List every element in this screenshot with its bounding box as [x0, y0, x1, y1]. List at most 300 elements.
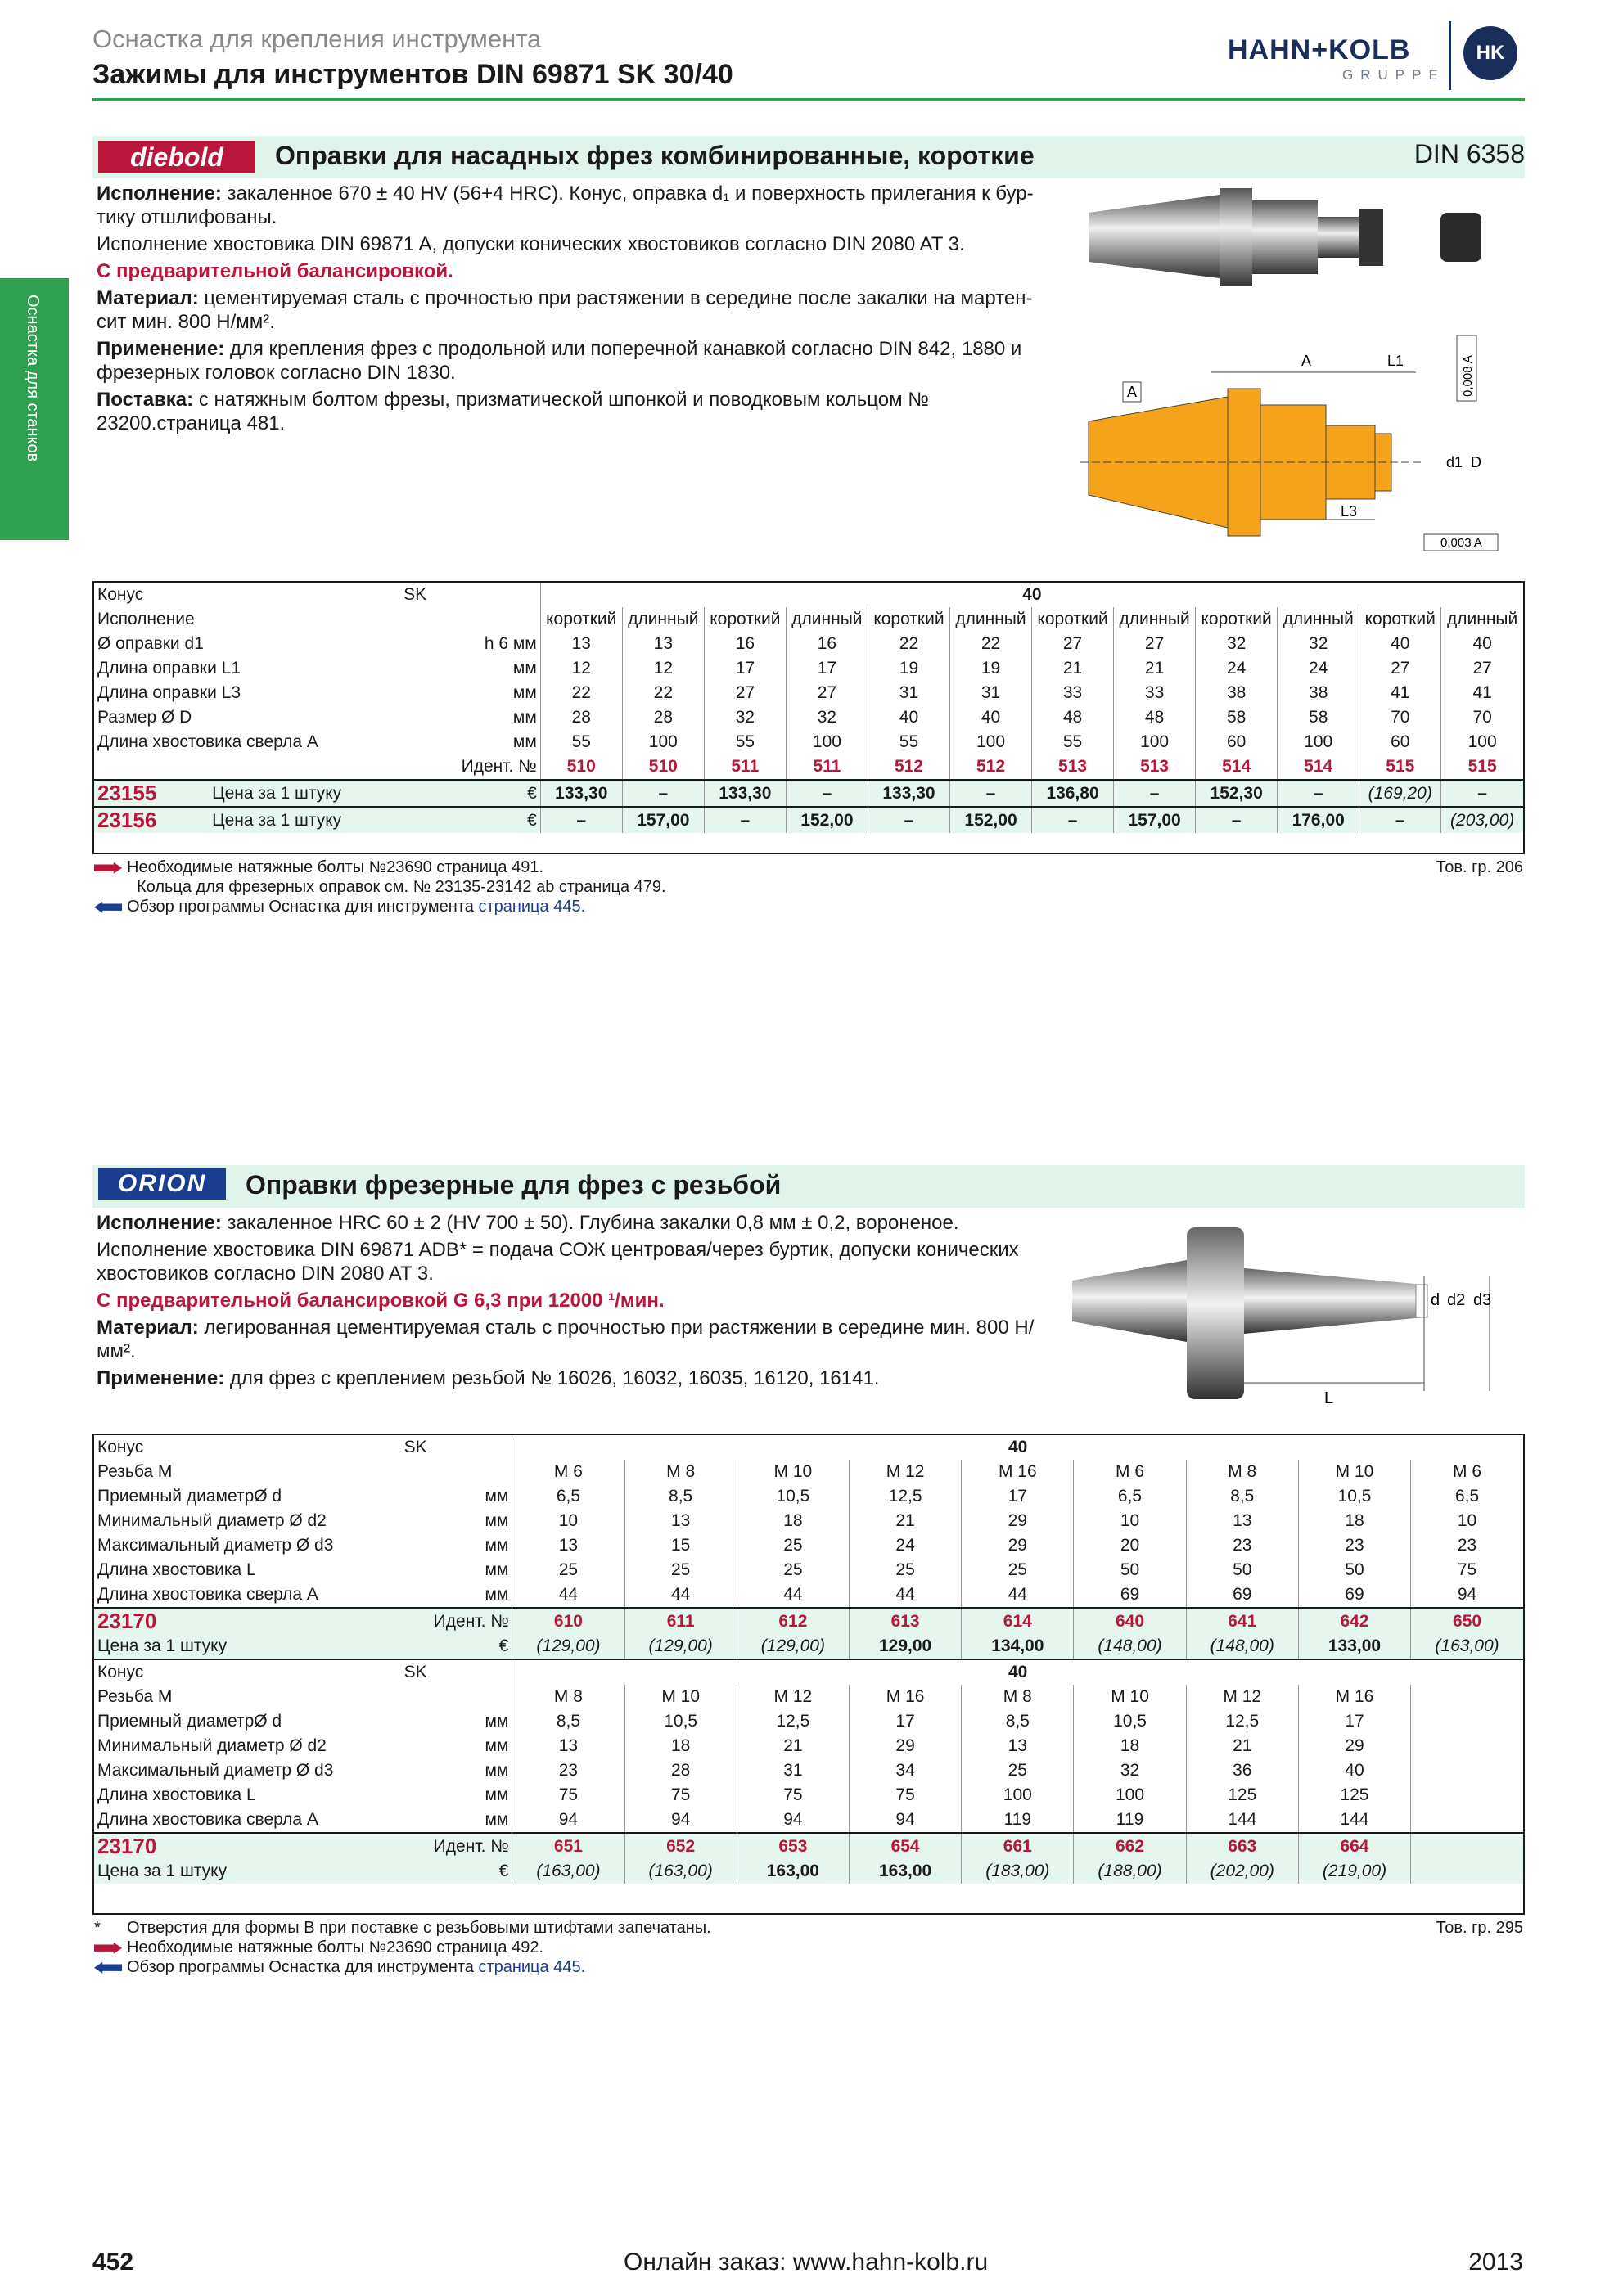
value-cell: 60 — [1359, 730, 1441, 754]
value-cell: 32 — [1278, 632, 1359, 656]
empty-cell — [1411, 1859, 1523, 1884]
value-cell: 32 — [704, 705, 786, 730]
variant-cell: длинный — [786, 607, 868, 632]
value-cell: 13 — [512, 1734, 624, 1758]
currency: € — [430, 780, 540, 807]
product-group-2: Тов. гр. 295 — [1436, 1919, 1523, 1937]
value-cell: 70 — [1441, 705, 1523, 730]
section1-notes — [94, 858, 666, 916]
arbor-photo — [1080, 180, 1539, 295]
price-cell: – — [949, 780, 1031, 807]
value-cell: 29 — [849, 1734, 961, 1758]
row-label: Длина хвостовика сверла A — [97, 1585, 318, 1604]
article-number: 23170 — [94, 1608, 209, 1634]
empty-cell — [1411, 1709, 1523, 1734]
empty-cell — [1411, 1734, 1523, 1758]
price-cell: (169,20) — [1359, 780, 1441, 807]
row-unit: мм — [485, 1487, 509, 1506]
cone-unit: SK — [209, 1659, 430, 1685]
price-cell: (183,00) — [962, 1859, 1074, 1884]
row-label: Минимальный диаметр Ø d2 — [97, 1736, 327, 1755]
value-cell: 10,5 — [624, 1709, 737, 1734]
value-cell: 27 — [704, 681, 786, 705]
price-cell: (202,00) — [1186, 1859, 1298, 1884]
table-row — [94, 1509, 1523, 1533]
empty-cell — [209, 1833, 430, 1859]
row-unit: мм — [485, 1560, 509, 1579]
variant-cell: длинный — [1278, 607, 1359, 632]
value-cell: 94 — [1411, 1582, 1523, 1608]
value-cell: 32 — [1196, 632, 1278, 656]
table-row — [94, 1634, 1523, 1659]
value-cell: 50 — [1074, 1558, 1186, 1582]
footnote-star: * — [94, 1919, 101, 1937]
price-cell: 157,00 — [622, 807, 704, 833]
side-tab — [0, 278, 69, 540]
value-cell: 40 — [1298, 1758, 1410, 1783]
table-row — [94, 1558, 1523, 1582]
row-unit: мм — [512, 683, 537, 702]
empty-cell — [430, 583, 540, 607]
value-cell: 21 — [1186, 1734, 1298, 1758]
variant-cell: длинный — [949, 607, 1031, 632]
section2-notes — [94, 1918, 711, 1977]
value-cell: 144 — [1186, 1808, 1298, 1833]
value-cell: 16 — [786, 632, 868, 656]
empty-cell — [431, 1659, 512, 1685]
price-cell: 133,30 — [540, 780, 622, 807]
value-cell: 40 — [868, 705, 949, 730]
value-cell: 6,5 — [1411, 1484, 1523, 1509]
price-cell: (148,00) — [1074, 1634, 1186, 1659]
ident-cell: 612 — [737, 1608, 849, 1634]
price-cell: (163,00) — [512, 1859, 624, 1884]
price-cell: 157,00 — [1114, 807, 1196, 833]
price-cell: 133,30 — [868, 780, 949, 807]
value-cell: 6,5 — [512, 1484, 624, 1509]
value-cell: 29 — [1298, 1734, 1410, 1758]
value-cell: 50 — [1186, 1558, 1298, 1582]
arrow-right-icon — [94, 862, 122, 874]
cone-value: 40 — [540, 583, 1523, 607]
row-unit: мм — [485, 1761, 509, 1780]
price-label: Цена за 1 штуку — [209, 780, 430, 807]
value-cell: 38 — [1278, 681, 1359, 705]
price-cell: (219,00) — [1298, 1859, 1410, 1884]
value-cell: 24 — [1196, 656, 1278, 681]
value-cell: 33 — [1032, 681, 1114, 705]
ident-cell: 662 — [1074, 1833, 1186, 1859]
value-cell: M 12 — [849, 1460, 961, 1484]
svg-text:A: A — [1127, 384, 1138, 400]
value-cell: 17 — [704, 656, 786, 681]
value-cell: 144 — [1298, 1808, 1410, 1833]
price-label: Цена за 1 штуку — [94, 1634, 431, 1659]
note-overview: Обзор программы Оснастка для инструмента — [127, 898, 479, 916]
value-cell: 70 — [1359, 705, 1441, 730]
ident-cell: 650 — [1411, 1608, 1523, 1634]
ident-cell: 515 — [1359, 754, 1441, 780]
table-row — [94, 807, 1523, 833]
value-cell: 44 — [512, 1582, 624, 1608]
empty-cell — [1411, 1685, 1523, 1709]
value-cell: 69 — [1186, 1582, 1298, 1608]
row-label: Длина оправки L3 — [97, 683, 241, 702]
value-cell: 10 — [512, 1509, 624, 1533]
desc-line: Исполнение: закаленное 670 ± 40 HV (56+4 HRC). Конус, оправка d₁ и поверхность прилегания к бур-тику отшлифованы. — [97, 182, 1034, 228]
empty-cell — [209, 1608, 430, 1634]
value-cell: 75 — [849, 1783, 961, 1808]
value-cell: 69 — [1298, 1582, 1410, 1608]
header-rule — [92, 98, 1525, 101]
row-unit — [431, 1460, 512, 1484]
note-overview: Обзор программы Оснастка для инструмента — [127, 1958, 479, 1976]
article-number: 23155 — [94, 780, 209, 807]
logo-divider — [1449, 21, 1451, 90]
overview-link[interactable]: страница 445. — [478, 1958, 586, 1976]
value-cell: 100 — [1278, 730, 1359, 754]
spec-table-2 — [94, 1435, 1523, 1884]
value-cell: M 16 — [1298, 1685, 1410, 1709]
ident-cell: 510 — [540, 754, 622, 780]
price-cell: (129,00) — [624, 1634, 737, 1659]
table-row — [94, 1783, 1523, 1808]
value-cell: 25 — [737, 1558, 849, 1582]
value-cell: M 10 — [737, 1460, 849, 1484]
variant-cell: длинный — [1114, 607, 1196, 632]
ident-cell: 512 — [868, 754, 949, 780]
row-unit: мм — [485, 1785, 509, 1804]
ident-cell: 640 — [1074, 1608, 1186, 1634]
value-cell: 23 — [1411, 1533, 1523, 1558]
row-unit: мм — [485, 1585, 509, 1604]
value-cell: M 6 — [512, 1460, 624, 1484]
price-cell: 163,00 — [737, 1859, 849, 1884]
value-cell: 100 — [962, 1783, 1074, 1808]
value-cell: M 8 — [1186, 1460, 1298, 1484]
value-cell: 22 — [868, 632, 949, 656]
value-cell: 75 — [624, 1783, 737, 1808]
ident-cell: 511 — [704, 754, 786, 780]
ident-cell: 613 — [849, 1608, 961, 1634]
ident-cell: 654 — [849, 1833, 961, 1859]
arrow-right-icon — [94, 1943, 122, 1954]
value-cell: 16 — [704, 632, 786, 656]
value-cell: 8,5 — [1186, 1484, 1298, 1509]
currency: € — [431, 1634, 512, 1659]
desc-line: Исполнение хвостовика DIN 69871 ADB* = подача СОЖ центровая/через буртик, допуски конических хвостовиков согласно DIN 2080 AT 3. — [97, 1239, 1019, 1285]
price-label: Цена за 1 штуку — [94, 1859, 431, 1884]
value-cell: 8,5 — [512, 1709, 624, 1734]
row-unit — [431, 1685, 512, 1709]
value-cell: 18 — [737, 1509, 849, 1533]
ident-cell: 610 — [512, 1608, 624, 1634]
variant-cell: короткий — [1359, 607, 1441, 632]
page-number: 452 — [92, 2249, 134, 2276]
value-cell: 23 — [1298, 1533, 1410, 1558]
value-cell: 75 — [1411, 1558, 1523, 1582]
value-cell: 100 — [622, 730, 704, 754]
value-cell: 44 — [962, 1582, 1074, 1608]
brand-diebold-logo: diebold — [98, 141, 255, 173]
price-cell: (129,00) — [512, 1634, 624, 1659]
table-row — [94, 1833, 1523, 1859]
value-cell: 25 — [737, 1533, 849, 1558]
value-cell: 23 — [1186, 1533, 1298, 1558]
note-bolts: Необходимые натяжные болты №23690 страница 491. — [127, 858, 543, 876]
row-label: Длина оправки L1 — [97, 659, 241, 678]
product-group-1: Тов. гр. 206 — [1436, 858, 1523, 876]
row-label: Ø оправки d1 — [97, 634, 204, 653]
price-cell: 133,00 — [1298, 1634, 1410, 1659]
value-cell: 13 — [1186, 1509, 1298, 1533]
variant-cell: короткий — [704, 607, 786, 632]
header-subtitle: Оснастка для крепления инструмента — [92, 25, 542, 53]
value-cell: 29 — [962, 1533, 1074, 1558]
ident-cell: 611 — [624, 1608, 737, 1634]
row-label: Резьба М — [97, 1687, 173, 1706]
price-cell: (163,00) — [624, 1859, 737, 1884]
price-cell: – — [1441, 780, 1523, 807]
value-cell: 94 — [849, 1808, 961, 1833]
row-unit: мм — [485, 1712, 509, 1731]
value-cell: 40 — [1441, 632, 1523, 656]
row-unit: мм — [485, 1810, 509, 1829]
ident-label: Идент. № — [431, 1833, 512, 1859]
desc-line: Исполнение: закаленное HRC 60 ± 2 (HV 700 ± 50). Глубина закалки 0,8 мм ± 0,2, вороненое. — [97, 1212, 959, 1234]
value-cell: 25 — [512, 1558, 624, 1582]
value-cell: M 6 — [1074, 1460, 1186, 1484]
price-cell: (188,00) — [1074, 1859, 1186, 1884]
value-cell: 41 — [1359, 681, 1441, 705]
value-cell: 48 — [1032, 705, 1114, 730]
price-cell: – — [1196, 807, 1278, 833]
value-cell: M 8 — [962, 1685, 1074, 1709]
value-cell: 13 — [622, 632, 704, 656]
value-cell: 36 — [1186, 1758, 1298, 1783]
table-row — [94, 1608, 1523, 1634]
table-row — [94, 1484, 1523, 1509]
value-cell: 100 — [1441, 730, 1523, 754]
page-title: Зажимы для инструментов DIN 69871 SK 30/40 — [92, 59, 733, 90]
value-cell: 119 — [1074, 1808, 1186, 1833]
variant-cell: короткий — [1032, 607, 1114, 632]
article-number: 23156 — [94, 807, 209, 833]
value-cell: 32 — [1074, 1758, 1186, 1783]
ident-label: Идент. № — [461, 757, 537, 776]
value-cell: M 6 — [1411, 1460, 1523, 1484]
price-cell: 152,00 — [949, 807, 1031, 833]
value-cell: M 8 — [624, 1460, 737, 1484]
table-row — [94, 754, 1523, 780]
svg-text:d2: d2 — [1447, 1291, 1466, 1309]
brand-logo-sub: GRUPPE — [1342, 67, 1445, 83]
price-cell: – — [1359, 807, 1441, 833]
svg-text:L1: L1 — [1387, 353, 1404, 369]
desc-line: Материал: легированная цементируемая сталь с прочностью при растяжении в середине мин. 800 Н/мм². — [97, 1317, 1035, 1362]
value-cell: 100 — [949, 730, 1031, 754]
table-row — [94, 1758, 1523, 1783]
arrow-left-icon — [94, 1962, 122, 1974]
table-row — [94, 780, 1523, 807]
table-row — [94, 1659, 1523, 1685]
value-cell: 18 — [1074, 1734, 1186, 1758]
variant-cell: короткий — [540, 607, 622, 632]
table-row — [94, 1685, 1523, 1709]
table-row — [94, 656, 1523, 681]
svg-text:L: L — [1324, 1389, 1334, 1407]
arrow-left-icon — [94, 902, 122, 913]
arbor-technical-drawing — [1080, 315, 1506, 552]
value-cell: 44 — [849, 1582, 961, 1608]
value-cell: 27 — [1114, 632, 1196, 656]
ident-cell: 651 — [512, 1833, 624, 1859]
value-cell: 100 — [1074, 1783, 1186, 1808]
value-cell: 94 — [737, 1808, 849, 1833]
value-cell: 10 — [1074, 1509, 1186, 1533]
row-unit: мм — [512, 732, 537, 751]
price-cell: – — [540, 807, 622, 833]
row-label: Размер Ø D — [97, 708, 192, 727]
value-cell: 18 — [624, 1734, 737, 1758]
currency: € — [430, 807, 540, 833]
value-cell: 125 — [1186, 1783, 1298, 1808]
row-unit: мм — [485, 1511, 509, 1530]
footer-online-order[interactable]: Онлайн заказ: www.hahn-kolb.ru — [624, 2249, 989, 2276]
section1-description — [97, 182, 1046, 439]
value-cell: 38 — [1196, 681, 1278, 705]
value-cell: M 16 — [849, 1685, 961, 1709]
value-cell: 6,5 — [1074, 1484, 1186, 1509]
value-cell: 31 — [868, 681, 949, 705]
value-cell: 8,5 — [624, 1484, 737, 1509]
row-label: Приемный диаметрØ d — [97, 1712, 282, 1731]
spec-table-1 — [94, 583, 1523, 833]
cone-unit: SK — [403, 585, 427, 604]
value-cell: 31 — [949, 681, 1031, 705]
table-row — [94, 1435, 1523, 1460]
price-cell: – — [1032, 807, 1114, 833]
value-cell: 10,5 — [737, 1484, 849, 1509]
value-cell: 12 — [622, 656, 704, 681]
value-cell: 94 — [512, 1808, 624, 1833]
value-cell: 17 — [1298, 1709, 1410, 1734]
value-cell: 31 — [737, 1758, 849, 1783]
value-cell: M 10 — [624, 1685, 737, 1709]
empty-cell — [1411, 1758, 1523, 1783]
row-unit: мм — [512, 708, 537, 727]
value-cell: 10,5 — [1298, 1484, 1410, 1509]
desc-line: Исполнение хвостовика DIN 69871 A, допуски конических хвостовиков согласно DIN 2080 AT 3. — [97, 233, 965, 255]
table-row — [94, 1808, 1523, 1833]
value-cell: 119 — [962, 1808, 1074, 1833]
row-label: Приемный диаметрØ d — [97, 1487, 282, 1506]
desc-line: С предварительной балансировкой. — [97, 260, 453, 282]
empty-cell — [1411, 1808, 1523, 1833]
variant-cell: короткий — [1196, 607, 1278, 632]
row-unit: h 6 мм — [484, 634, 537, 653]
value-cell: 50 — [1298, 1558, 1410, 1582]
price-cell: – — [868, 807, 949, 833]
svg-text:D: D — [1471, 454, 1481, 470]
value-cell: 27 — [1032, 632, 1114, 656]
desc-line: Применение: для крепления фрез с продольной или поперечной канавкой согласно DIN 842, 1880 и фрезерных головок согласно DIN 1830. — [97, 338, 1022, 384]
overview-link[interactable]: страница 445. — [478, 898, 586, 916]
value-cell: 41 — [1441, 681, 1523, 705]
section2-description — [97, 1211, 1046, 1393]
value-cell: 55 — [540, 730, 622, 754]
value-cell: 40 — [1359, 632, 1441, 656]
desc-line: С предварительной балансировкой G 6,3 при 12000 ¹/мин. — [97, 1290, 665, 1312]
cone-value: 40 — [512, 1435, 1523, 1460]
svg-text:d1: d1 — [1446, 454, 1463, 470]
table-row — [94, 1460, 1523, 1484]
ident-cell: 513 — [1032, 754, 1114, 780]
brand-logo: HAHN+KOLB — [1228, 34, 1411, 65]
price-cell: 133,30 — [704, 780, 786, 807]
price-cell: – — [622, 780, 704, 807]
value-cell: 27 — [1441, 656, 1523, 681]
ident-cell: 663 — [1186, 1833, 1298, 1859]
price-cell: 134,00 — [962, 1634, 1074, 1659]
value-cell: 17 — [849, 1709, 961, 1734]
ident-cell: 614 — [962, 1608, 1074, 1634]
price-cell: 129,00 — [849, 1634, 961, 1659]
svg-text:L3: L3 — [1341, 503, 1358, 520]
value-cell: 15 — [624, 1533, 737, 1558]
value-cell: 100 — [786, 730, 868, 754]
value-cell: 10,5 — [1074, 1709, 1186, 1734]
ident-cell: 510 — [622, 754, 704, 780]
table-row — [94, 1709, 1523, 1734]
row-unit: мм — [485, 1736, 509, 1755]
note-bolts: Необходимые натяжные болты №23690 страница 492. — [127, 1938, 543, 1956]
value-cell: 17 — [962, 1484, 1074, 1509]
ident-cell: 514 — [1278, 754, 1359, 780]
row-label: Максимальный диаметр Ø d3 — [97, 1536, 334, 1555]
value-cell: 22 — [622, 681, 704, 705]
variant-cell: короткий — [868, 607, 949, 632]
value-cell: 22 — [540, 681, 622, 705]
value-cell: 24 — [1278, 656, 1359, 681]
cone-value: 40 — [512, 1659, 1523, 1685]
price-cell: 176,00 — [1278, 807, 1359, 833]
cone-unit: SK — [403, 1438, 427, 1456]
row-label: Минимальный диаметр Ø d2 — [97, 1511, 327, 1530]
ident-cell: 661 — [962, 1833, 1074, 1859]
value-cell: 13 — [512, 1533, 624, 1558]
price-cell: 152,00 — [786, 807, 868, 833]
ident-cell: 513 — [1114, 754, 1196, 780]
price-cell: – — [786, 780, 868, 807]
row-label: Длина хвостовика сверла A — [97, 1810, 318, 1829]
value-cell: 8,5 — [962, 1709, 1074, 1734]
ident-cell: 512 — [949, 754, 1031, 780]
table-row — [94, 607, 1523, 632]
svg-text:d: d — [1431, 1291, 1440, 1309]
row-unit: мм — [485, 1536, 509, 1555]
value-cell: 12 — [540, 656, 622, 681]
value-cell: 48 — [1114, 705, 1196, 730]
value-cell: 40 — [949, 705, 1031, 730]
value-cell: M 16 — [962, 1460, 1074, 1484]
value-cell: 69 — [1074, 1582, 1186, 1608]
value-cell: 125 — [1298, 1783, 1410, 1808]
table-row — [94, 632, 1523, 656]
empty-cell — [1411, 1833, 1523, 1859]
svg-text:0,003 A: 0,003 A — [1440, 536, 1482, 550]
value-cell: 58 — [1196, 705, 1278, 730]
